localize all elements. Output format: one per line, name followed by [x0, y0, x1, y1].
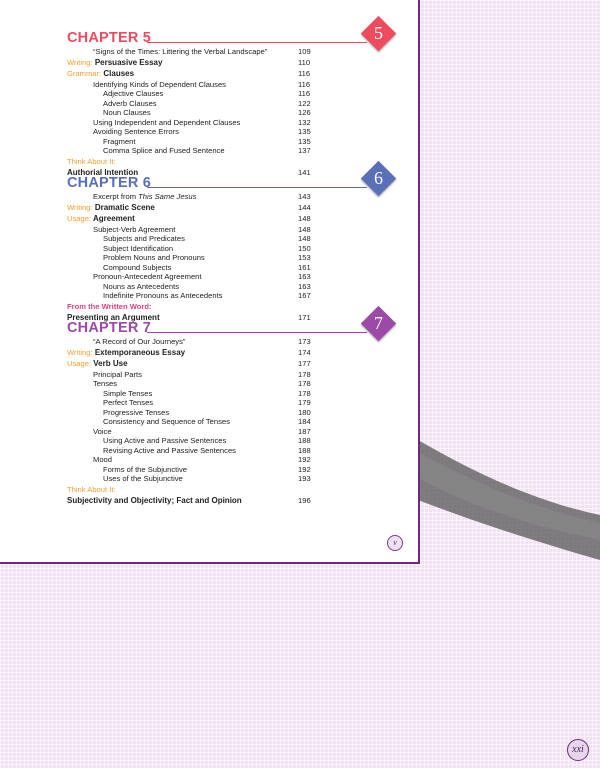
toc-entry[interactable] — [67, 137, 403, 147]
chapter-title: CHAPTER 6 — [67, 175, 151, 191]
toc-entry-label — [67, 484, 116, 496]
toc-entry-label — [93, 370, 142, 380]
toc-entry-label — [93, 192, 196, 202]
toc-entry[interactable] — [67, 337, 403, 347]
toc-page-number: 188 — [298, 436, 311, 445]
chapter-rule — [147, 187, 367, 188]
toc-category-label: Think About It: — [67, 484, 116, 494]
toc-page-number: 192 — [298, 464, 311, 474]
toc-entry-label — [103, 89, 163, 99]
toc-entry[interactable] — [67, 301, 403, 313]
toc-entry[interactable] — [67, 202, 403, 214]
toc-page-number: 192 — [298, 455, 311, 464]
toc-page-number: 144 — [298, 202, 311, 212]
toc-entry-label — [103, 446, 236, 456]
toc-entry[interactable] — [67, 495, 403, 507]
chapter-rule — [147, 332, 367, 333]
toc-entry[interactable] — [67, 379, 403, 389]
toc-page-number: 180 — [298, 407, 311, 417]
toc-page-number: 153 — [298, 253, 311, 262]
toc-entry-label — [67, 68, 134, 80]
toc-entry-label — [93, 337, 185, 347]
toc-entry[interactable] — [67, 80, 403, 90]
toc-entry-label — [103, 99, 157, 109]
toc-entry[interactable] — [67, 455, 403, 465]
toc-entry-label — [93, 272, 202, 282]
toc-page-number: 148 — [298, 224, 311, 234]
toc-entry-title: Fragment — [103, 136, 136, 146]
toc-entry-label — [103, 253, 205, 263]
toc-entry-title: Adjective Clauses — [103, 89, 164, 98]
toc-entry[interactable] — [67, 436, 403, 446]
toc-page-number: 135 — [298, 136, 311, 146]
toc-entry-title: Subjects and Predicates — [103, 234, 185, 243]
toc-entry[interactable] — [67, 99, 403, 109]
toc-page-number: 193 — [298, 474, 311, 483]
toc-entry[interactable] — [67, 446, 403, 456]
toc-entry[interactable] — [67, 417, 403, 427]
chapter-entries — [67, 337, 403, 507]
toc-page-number: 126 — [298, 108, 311, 117]
toc-entry-title: Mood — [93, 455, 112, 464]
toc-entry-title: Problem Nouns and Pronouns — [103, 253, 205, 262]
toc-entry[interactable] — [67, 474, 403, 484]
toc-entry[interactable] — [67, 127, 403, 137]
toc-page-number: 161 — [298, 262, 311, 272]
toc-entry-title: Indefinite Pronouns as Antecedents — [103, 291, 223, 300]
toc-entry-title: Dramatic Scene — [92, 202, 155, 212]
toc-entry-label — [103, 137, 136, 147]
chapter-title: CHAPTER 5 — [67, 30, 151, 46]
toc-page-number: 167 — [298, 291, 311, 300]
toc-page-number: 196 — [298, 496, 311, 505]
toc-page-number: 109 — [298, 47, 311, 56]
toc-entry-title: Using Active and Passive Sentences — [103, 436, 227, 445]
toc-entry[interactable] — [67, 263, 403, 273]
toc-entry[interactable] — [67, 272, 403, 282]
toc-category-label: Writing: — [67, 202, 93, 212]
toc-entry[interactable] — [67, 358, 403, 370]
toc-entry[interactable] — [67, 118, 403, 128]
toc-page-number: 137 — [298, 146, 311, 155]
toc-page-number: 171 — [298, 313, 311, 322]
toc-entry-title: Noun Clauses — [103, 108, 151, 117]
page-number-inner: v — [387, 535, 403, 551]
toc-entry[interactable] — [67, 89, 403, 99]
toc-page-number: 163 — [298, 272, 311, 281]
chapter-entries — [67, 192, 403, 324]
toc-category-label: Writing: — [67, 57, 93, 67]
toc-entry-label — [103, 244, 173, 254]
toc-entry-label — [93, 127, 179, 137]
toc-entry[interactable] — [67, 398, 403, 408]
toc-entry-title: Comma Splice and Fused Sentence — [103, 146, 225, 155]
toc-entry-title: Perfect Tenses — [103, 398, 154, 407]
toc-entry-label — [103, 234, 185, 244]
chapter-header — [67, 23, 403, 46]
toc-entry[interactable] — [67, 408, 403, 418]
toc-entry-title: Progressive Tenses — [103, 407, 170, 417]
chapter-rule — [147, 42, 367, 43]
toc-entry-label — [67, 347, 185, 359]
toc-entry[interactable] — [67, 234, 403, 244]
toc-entry-title: Using Independent and Dependent Clauses — [93, 117, 241, 127]
toc-page-number: 178 — [298, 388, 311, 398]
toc-entry-title: Verb Use — [91, 359, 128, 368]
toc-page-number: 163 — [298, 281, 311, 291]
toc-entry[interactable] — [67, 282, 403, 292]
toc-category-label: Usage: — [67, 359, 92, 368]
toc-page-number: 179 — [298, 398, 311, 407]
toc-page-number: 173 — [298, 337, 311, 346]
toc-entry-label — [103, 263, 171, 273]
toc-page-number: 143 — [298, 192, 311, 201]
toc-entry-label — [103, 474, 183, 484]
chapter-section — [67, 23, 403, 179]
toc-category-label: Usage: — [67, 214, 92, 223]
toc-entry-title: Extemporaneous Essay — [92, 347, 186, 357]
toc-page-number: 188 — [298, 445, 311, 455]
toc-page-number: 150 — [298, 243, 311, 253]
toc-entry-label — [103, 436, 226, 446]
toc-entry-title: Avoiding Sentence Errors — [93, 127, 179, 136]
toc-entry-label — [67, 57, 162, 69]
toc-entry-label — [67, 156, 116, 168]
toc-entry-title: Clauses — [101, 69, 135, 78]
toc-entry[interactable] — [67, 68, 403, 80]
toc-entry-label — [93, 379, 117, 389]
toc-category-label: Writing: — [67, 347, 93, 357]
toc-page-number: 148 — [298, 234, 311, 243]
toc-page-number: 148 — [298, 214, 311, 223]
toc-entry[interactable] — [67, 244, 403, 254]
toc-entry[interactable] — [67, 213, 403, 225]
toc-entry[interactable] — [67, 47, 403, 57]
chapter-badge-number: 6 — [374, 168, 383, 188]
toc-entry-title: Uses of the Subjunctive — [103, 474, 183, 483]
toc-category-label: Grammar: — [67, 69, 102, 78]
toc-entry-title: Adverb Clauses — [103, 98, 157, 108]
toc-entry-label — [103, 398, 153, 408]
toc-entry[interactable] — [67, 484, 403, 496]
chapter-entries — [67, 47, 403, 179]
toc-entry[interactable] — [67, 225, 403, 235]
toc-entry-title: Excerpt from — [93, 192, 139, 201]
toc-entry-title: Principal Parts — [93, 369, 142, 379]
toc-entry-label — [93, 455, 112, 465]
toc-page-number: 141 — [298, 168, 311, 177]
toc-entry[interactable] — [67, 192, 403, 202]
toc-entry-italic-title: This Same Jesus — [138, 192, 197, 201]
toc-entry-label — [67, 495, 242, 507]
toc-entry-title: Subject Identification — [103, 243, 174, 253]
toc-entry-label — [67, 358, 128, 370]
toc-entry-label — [93, 427, 112, 437]
toc-entry[interactable] — [67, 253, 403, 263]
toc-entry-label — [93, 80, 226, 90]
toc-entry-label — [103, 108, 151, 118]
toc-page-number: 187 — [298, 426, 311, 436]
toc-entry-title: Subject-Verb Agreement — [93, 224, 176, 234]
toc-page-number: 116 — [298, 69, 311, 78]
toc-entry[interactable] — [67, 146, 403, 156]
toc-entry-title: Voice — [93, 426, 112, 436]
toc-entry[interactable] — [67, 427, 403, 437]
chapter-badge-number: 7 — [374, 313, 383, 333]
toc-entry-title: Agreement — [91, 214, 135, 223]
toc-entry-label — [93, 118, 240, 128]
chapter-badge-number: 5 — [374, 23, 383, 43]
toc-entry-title: Revising Active and Passive Sentences — [103, 445, 236, 455]
toc-entry-label — [103, 417, 230, 427]
chapter-title: CHAPTER 7 — [67, 320, 151, 336]
toc-page-number: 177 — [298, 359, 311, 368]
toc-page-number: 178 — [298, 369, 311, 379]
toc-page-number: 132 — [298, 117, 311, 127]
toc-entry-title: Subjectivity and Objectivity; Fact and Opinion — [67, 496, 242, 505]
toc-category-label: Think About It: — [67, 156, 116, 166]
toc-page-number: 116 — [298, 79, 311, 89]
toc-entry-label — [93, 225, 175, 235]
toc-entry-label — [103, 465, 187, 475]
toc-entry-title: Consistency and Sequence of Tenses — [103, 417, 230, 426]
toc-entry-label — [103, 291, 222, 301]
toc-entry-title: Forms of the Subjunctive — [103, 464, 187, 474]
toc-entry-title: Persuasive Essay — [92, 57, 163, 67]
toc-page-number: 174 — [298, 347, 311, 357]
toc-category-label: From the Written Word: — [67, 301, 152, 311]
toc-page-number: 122 — [298, 98, 311, 108]
toc-entry-title: Authorial Intention — [67, 168, 139, 177]
toc-entry-title: Identifying Kinds of Dependent Clauses — [93, 79, 226, 89]
toc-page-number: 184 — [298, 417, 311, 426]
toc-entry-title: “Signs of the Times: Littering the Verbal Landscape” — [93, 47, 268, 56]
toc-entry[interactable] — [67, 370, 403, 380]
toc-entry-label — [93, 47, 267, 57]
toc-entry-label — [103, 146, 225, 156]
toc-entry-title: Pronoun-Antecedent Agreement — [93, 272, 202, 281]
toc-entry-title: Presenting an Argument — [67, 313, 160, 322]
page-number-outer: xxi — [567, 739, 589, 761]
toc-entry-title: Tenses — [93, 379, 118, 388]
toc-entry-label — [103, 282, 179, 292]
toc-entry[interactable] — [67, 108, 403, 118]
toc-entry[interactable] — [67, 57, 403, 69]
toc-entry-title: Simple Tenses — [103, 388, 153, 398]
toc-page-number: 135 — [298, 127, 311, 136]
toc-entry[interactable] — [67, 156, 403, 168]
toc-page-number: 116 — [298, 89, 311, 98]
toc-entry[interactable] — [67, 291, 403, 301]
toc-page-number: 110 — [298, 57, 311, 67]
toc-entry-label — [103, 408, 169, 418]
toc-entry-label — [103, 389, 152, 399]
toc-entry[interactable] — [67, 347, 403, 359]
toc-entry-title: “A Record of Our Journeys” — [93, 337, 186, 346]
toc-entry-title: Nouns as Antecedents — [103, 281, 179, 291]
toc-entry[interactable] — [67, 389, 403, 399]
toc-entry-label — [67, 301, 152, 313]
toc-entry[interactable] — [67, 465, 403, 475]
toc-entry-label — [67, 213, 135, 225]
toc-entry-title: Compound Subjects — [103, 262, 172, 272]
toc-entry-label — [67, 202, 155, 214]
toc-page-number: 178 — [298, 379, 311, 388]
